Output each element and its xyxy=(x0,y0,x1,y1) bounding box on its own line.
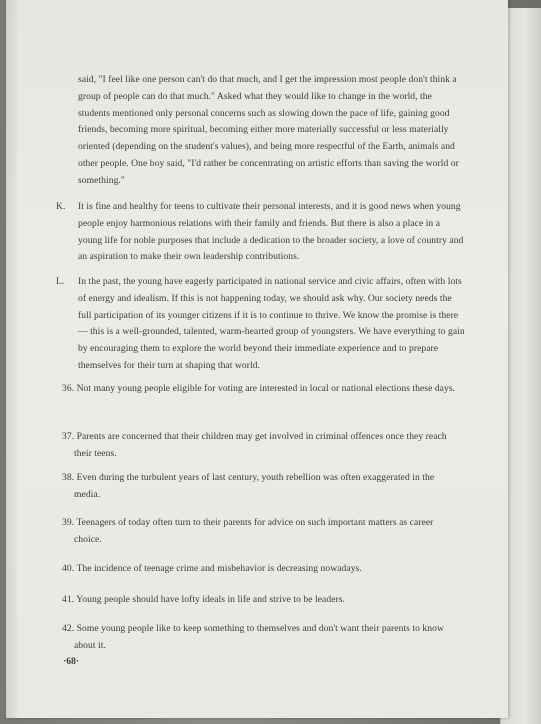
question-text: Some young people like to keep something to themselves and don't want their parents to know about it. xyxy=(74,623,444,651)
question-41 xyxy=(62,592,462,609)
question-number: 40. xyxy=(62,563,75,574)
question-number: 38. xyxy=(62,472,75,483)
question-text: Young people should have lofty ideals in life and strive to be leaders. xyxy=(76,594,345,605)
question-42 xyxy=(62,621,462,655)
paragraph-marker: L. xyxy=(56,276,65,287)
paragraph-text: It is fine and healthy for teens to cultivate their personal interests, and it is good news when young people enjoy harmonious relations with their family and friends. But there is also a place in a young life for noble purposes that include a dedication to the broader society, a love of country and an aspiration to make their own leadership contributions. xyxy=(78,201,464,263)
book-page xyxy=(6,0,508,718)
question-text: The incidence of teenage crime and misbehavior is decreasing nowadays. xyxy=(76,563,362,574)
page-number: ·68· xyxy=(63,656,79,667)
question-40 xyxy=(62,561,462,578)
paragraph-marker: K. xyxy=(56,201,66,212)
question-number: 37. xyxy=(62,431,75,442)
question-text: Not many young people eligible for voting are interested in local or national elections these days. xyxy=(76,383,456,394)
continuation-text: said, "I feel like one person can't do that much, and I get the impression most people don't think a group of people can do that much." Asked what they would like to change in the world, the students mentioned only personal concerns such as slowing down the pace of life, gaining good friends, becoming more spiritual, becoming either more materially successful or less materially oriented (depending on the student's values), and being more respectful of the Earth, animals and other people. One boy said, "I'd rather be concentrating on artistic efforts than saving the world or something." xyxy=(78,74,459,186)
question-37 xyxy=(62,429,462,463)
question-36 xyxy=(62,381,462,398)
question-number: 39. xyxy=(62,517,75,528)
paragraph-text: In the past, the young have eagerly participated in national service and civic affairs, often with lots of energy and idealism. If this is not happening today, we should ask why. Our society needs the full participation of its younger citizens if it is to continue to thrive. We know the promise is there — this is a well-grounded, talented, warm-hearted group of youngsters. We have everything to gain by encouraging them to explore the world beyond their immediate experience and to prepare themselves for their turn at shaping that world. xyxy=(78,276,465,371)
question-text: Even during the turbulent years of last century, youth rebellion was often exaggerated in the media. xyxy=(74,472,435,500)
question-text: Parents are concerned that their children may get involved in criminal offences once they reach their teens. xyxy=(74,431,447,459)
continuation-paragraph xyxy=(78,72,464,190)
question-38 xyxy=(62,470,462,504)
question-text: Teenagers of today often turn to their parents for advice on such important matters as career choice. xyxy=(74,517,434,545)
question-number: 36. xyxy=(62,383,75,394)
paragraph-l xyxy=(56,274,466,375)
question-number: 41. xyxy=(62,594,75,605)
paragraph-k xyxy=(56,199,466,266)
question-number: 42. xyxy=(62,623,75,634)
question-39 xyxy=(62,515,462,549)
